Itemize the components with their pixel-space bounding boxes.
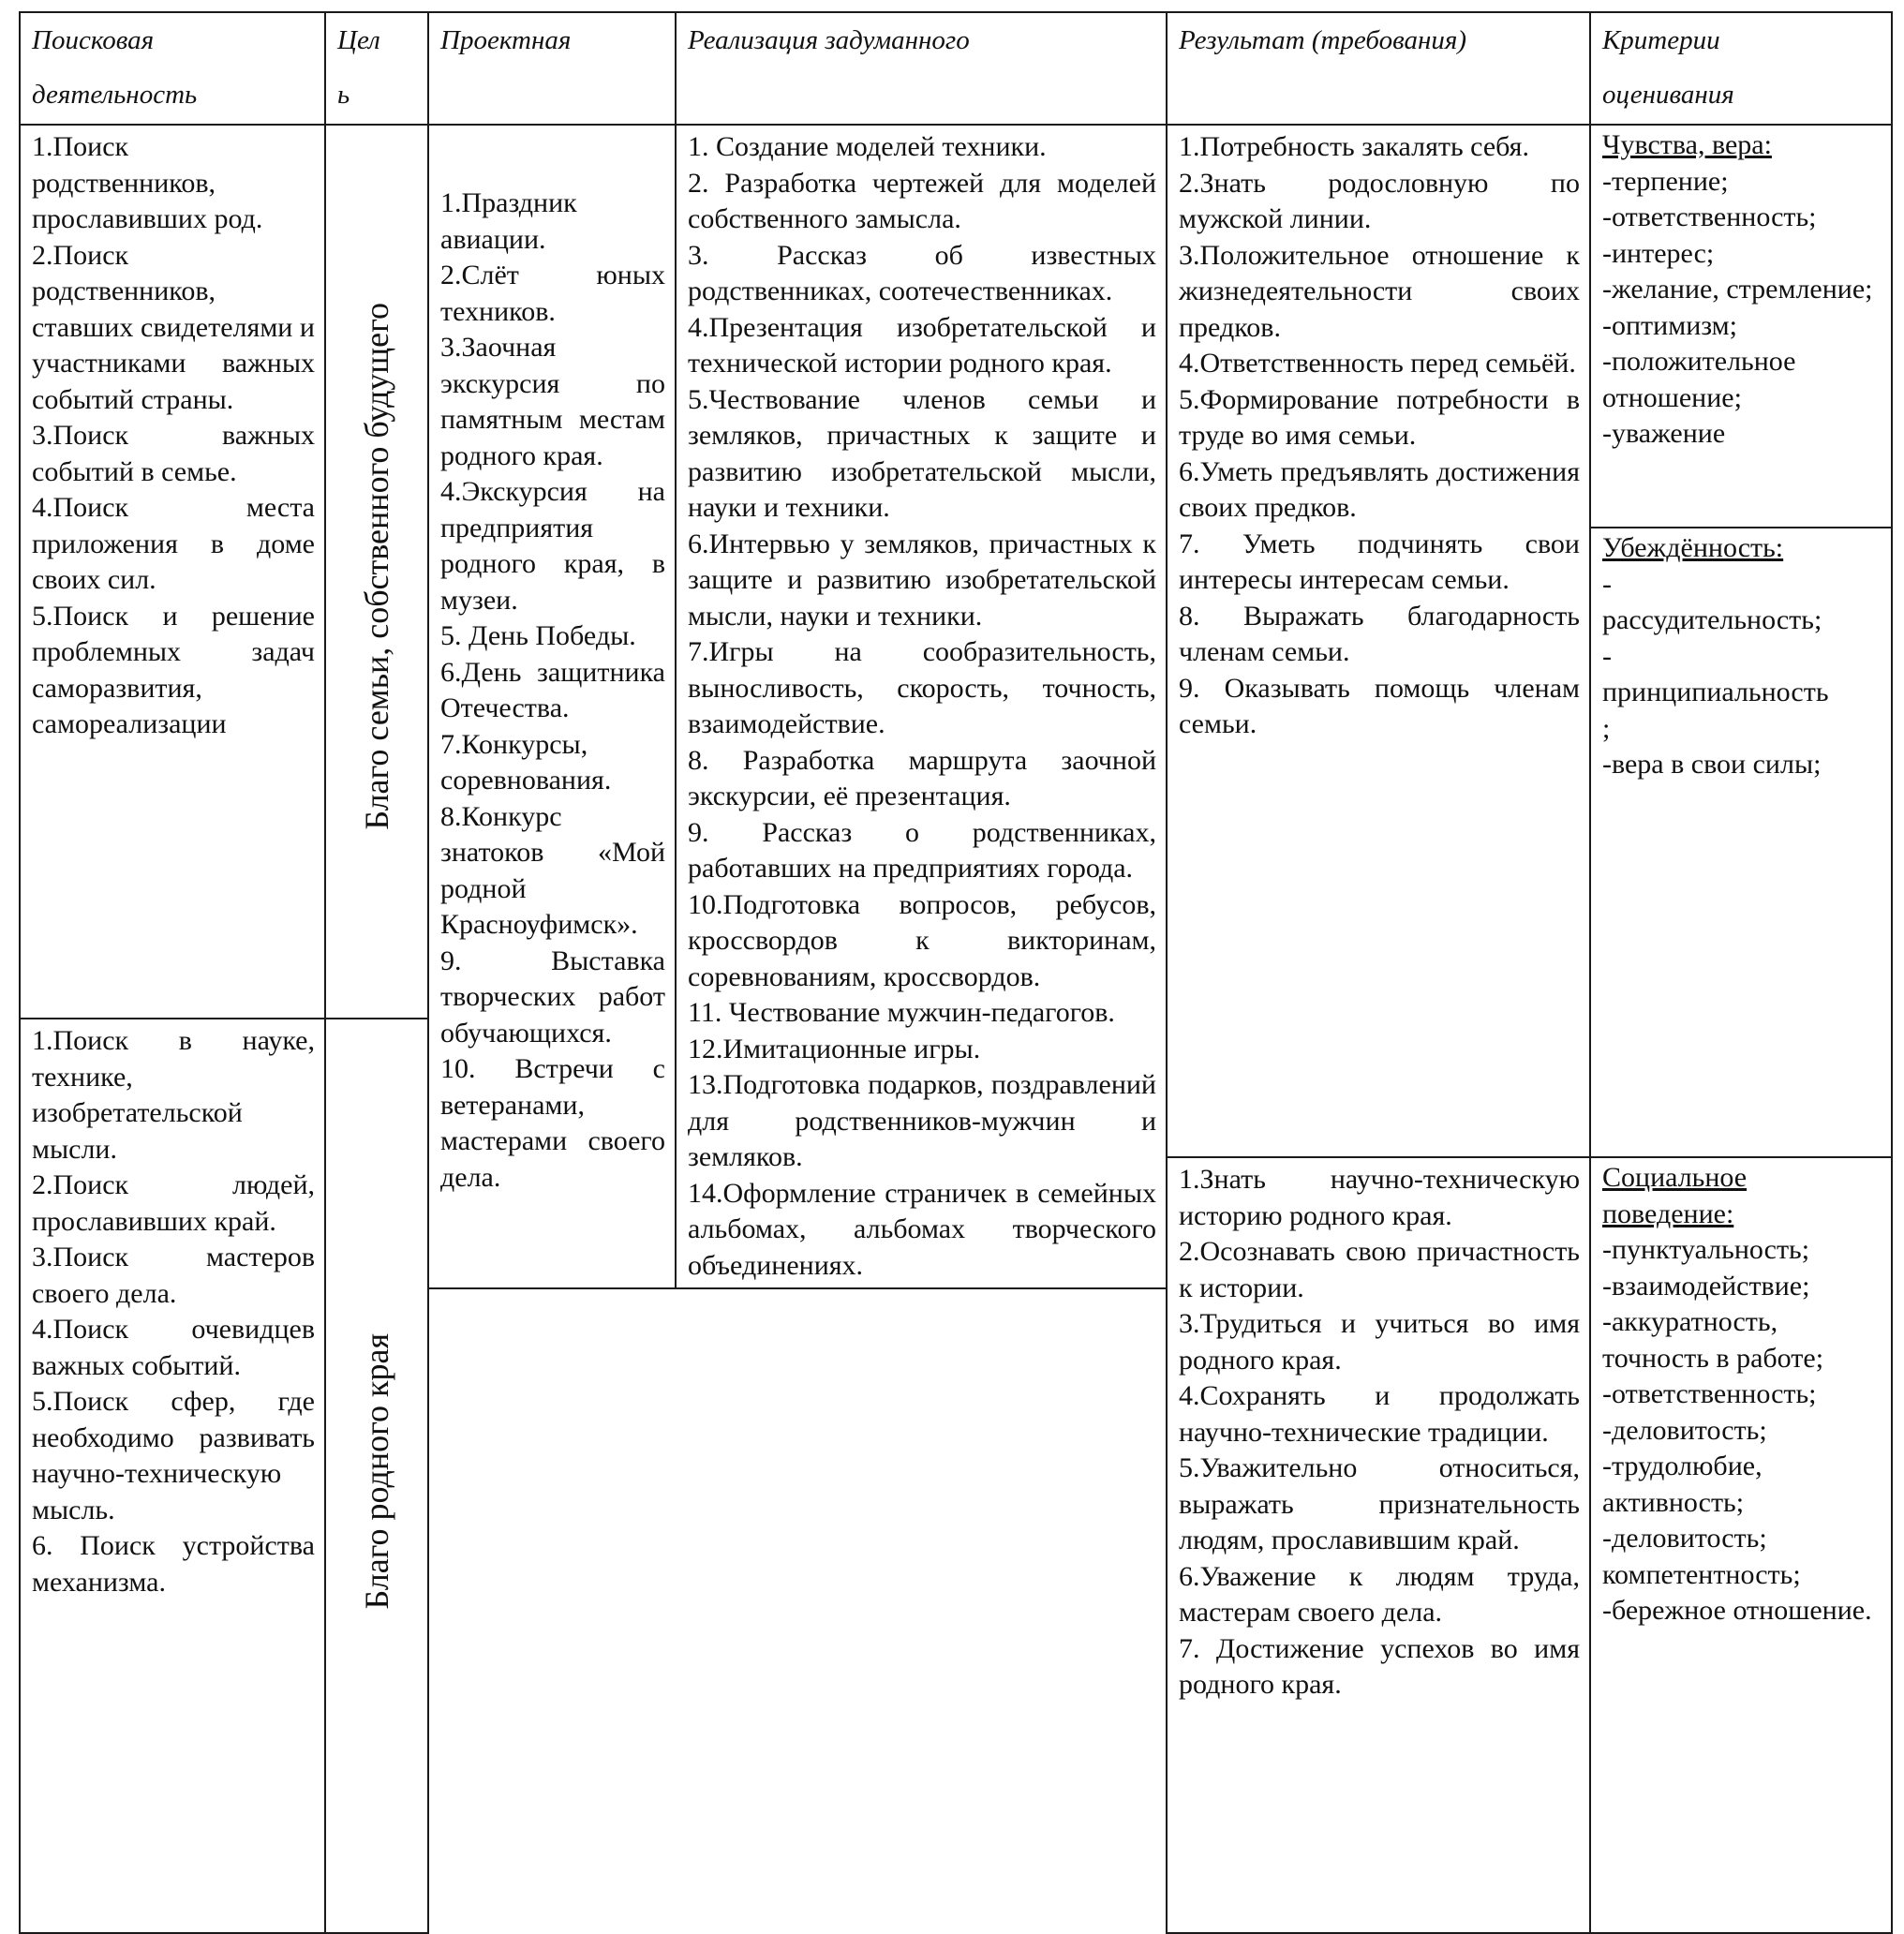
list-item: 4.Ответственность перед семьёй. xyxy=(1179,348,1576,379)
list-item: 2.Поиск родственников, ставших свидетелями и участниками важных событий страны. xyxy=(32,239,315,415)
criteria-conviction-cell xyxy=(1590,528,1892,1157)
list-item: 5.Поиск сфер, где необходимо развивать научно-техническую мысль. xyxy=(32,1386,315,1525)
list-item: 4.Экскурсия на предприятия родного края, в музеи. xyxy=(440,476,665,616)
search-family-cell xyxy=(20,125,325,1019)
list-item: 6.Уметь предъявлять достижения своих предков. xyxy=(1179,455,1580,523)
list-item: 6.Уважение к людям труда, мастерам своего дела. xyxy=(1179,1560,1580,1628)
list-item: -аккуратность, точность в работе; xyxy=(1602,1306,1824,1374)
header-criteria: Критерии оценивания xyxy=(1590,12,1892,125)
list-item: 2.Знать родословную по мужской линии. xyxy=(1179,167,1580,234)
list-item: 1.Поиск в науке, технике, изобретательской мысли. xyxy=(32,1025,315,1165)
programme-table xyxy=(19,11,1893,1934)
list-item: -вера в свои силы; xyxy=(1602,749,1822,780)
list-item: 3.Поиск мастеров своего дела. xyxy=(32,1242,315,1309)
header-realization: Реализация задуманного xyxy=(676,12,1167,125)
header-project: Проектная xyxy=(428,12,676,125)
list-item: -взаимодействие; xyxy=(1602,1270,1810,1302)
list-item: 8. Разработка маршрута заочной экскурсии, её презентация. xyxy=(688,744,1156,811)
list-item: 5.Поиск и решение проблемных задач саморазвития, самореализации xyxy=(32,600,315,739)
list-item: -ответственность; xyxy=(1602,201,1817,232)
list-item: 2.Осознавать свою причастность к истории. xyxy=(1179,1236,1580,1303)
list-item: 3.Поиск важных событий в семье. xyxy=(32,420,315,487)
list-item: 8. Выражать благодарность членам семьи. xyxy=(1179,600,1580,667)
header-result: Результат (требования) xyxy=(1167,12,1590,125)
list-item: 14.Оформление страничек в семейных альбомах, альбомах творческого объединениях. xyxy=(688,1177,1156,1281)
search-region-cell xyxy=(20,1019,325,1933)
list-item: 4.Поиск места приложения в доме своих сил. xyxy=(32,492,315,595)
row-family-top xyxy=(20,125,1892,528)
project-cell xyxy=(428,125,676,1288)
header-search: Поисковая деятельность xyxy=(20,12,325,125)
list-item: -оптимизм; xyxy=(1602,309,1737,341)
header-goal: Цел ь xyxy=(325,12,428,125)
list-item: -ответственность; xyxy=(1602,1378,1817,1409)
list-item: 3. Рассказ об известных родственниках, соотечественниках. xyxy=(688,239,1156,306)
list-item: -желание, стремление; xyxy=(1602,274,1873,305)
list-item: 9. Выставка творческих работ обучающихся. xyxy=(440,945,665,1049)
list-item: - xyxy=(1602,568,1612,600)
list-item: 13.Подготовка подарков, поздравлений для родственников-мужчин и земляков. xyxy=(688,1069,1156,1172)
list-item: -деловитость; xyxy=(1602,1414,1767,1446)
list-item: 2.Слёт юных техников. xyxy=(440,260,665,327)
goal-region-cell xyxy=(325,1019,428,1933)
list-item: 7. Уметь подчинять свои интересы интересам семьи. xyxy=(1179,528,1580,595)
result-family-cell xyxy=(1167,125,1590,1157)
list-item: 11. Чествование мужчин-педагогов. xyxy=(688,997,1115,1028)
list-item: -интерес; xyxy=(1602,237,1715,269)
list-item: 4.Поиск очевидцев важных событий. xyxy=(32,1314,315,1381)
list-item: 1.Поиск родственников, прославивших род. xyxy=(32,131,263,234)
header-row xyxy=(20,12,1892,125)
list-item: - xyxy=(1602,640,1612,672)
list-item: 10.Подготовка вопросов, ребусов, кроссвордов к викторинам, соревнованиям, кроссвордов. xyxy=(688,888,1156,992)
list-item: 6. Поиск устройства механизма. xyxy=(32,1530,315,1598)
list-item: 4.Презентация изобретательской и технической истории родного края. xyxy=(688,311,1156,379)
list-item: 2. Разработка чертежей для моделей собственного замысла. xyxy=(688,167,1156,234)
list-item: 1.Знать научно-техническую историю родного края. xyxy=(1179,1164,1580,1231)
list-item: 7. Достижение успехов во имя родного края. xyxy=(1179,1632,1580,1700)
list-item: 6.Интервью у земляков, причастных к защите и развитию изобретательской мысли, науки и техники. xyxy=(688,528,1156,632)
list-item: -трудолюбие, активность; xyxy=(1602,1450,1763,1518)
list-item: рассудительность; xyxy=(1602,604,1822,635)
criteria-heading: Убеждённость: xyxy=(1602,532,1784,563)
criteria-heading: Чувства, вера: xyxy=(1602,129,1772,160)
list-item: 6.День защитника Отечества. xyxy=(440,656,665,723)
goal-region: Благо родного края xyxy=(358,1332,395,1609)
list-item: принципиальность xyxy=(1602,677,1829,707)
list-item: 9. Оказывать помощь членам семьи. xyxy=(1179,672,1580,739)
criteria-heading: Социальное поведение: xyxy=(1602,1162,1748,1229)
goal-family: Благо семьи, собственного будущего xyxy=(358,303,395,831)
list-item: -терпение; xyxy=(1602,165,1729,197)
list-item: 3.Трудиться и учиться во имя родного края. xyxy=(1179,1308,1580,1376)
list-item: -деловитость; xyxy=(1602,1523,1767,1554)
list-item: 7.Конкурсы, соревнования. xyxy=(440,728,612,796)
list-item: 1.Потребность закалять себя. xyxy=(1179,131,1529,162)
criteria-feelings-cell xyxy=(1590,125,1892,528)
list-item: 5.Чествование членов семьи и земляков, причастных к защите и развитию изобретательской мысли, науки и техники. xyxy=(688,383,1156,523)
list-item: 10. Встречи с ветеранами, мастерами своего дела. xyxy=(440,1053,665,1193)
list-item: -положительное отношение; xyxy=(1602,346,1796,413)
list-item: -уважение xyxy=(1602,418,1726,449)
list-item: 12.Имитационные игры. xyxy=(688,1033,981,1064)
list-item: ; xyxy=(1602,712,1611,744)
list-item: 1. Создание моделей техники. xyxy=(688,131,1047,162)
list-item: -пунктуальность; xyxy=(1602,1234,1810,1265)
criteria-social-cell xyxy=(1590,1157,1892,1933)
list-item: 9. Рассказ о родственниках, работавших на предприятиях города. xyxy=(688,816,1156,884)
list-item: 1.Праздник авиации. xyxy=(440,187,577,255)
result-region-cell xyxy=(1167,1157,1590,1933)
list-item: 8.Конкурс знатоков «Мой родной Красноуфимск». xyxy=(440,800,665,940)
goal-family-cell xyxy=(325,125,428,1019)
list-item: 4.Сохранять и продолжать научно-технические традиции. xyxy=(1179,1380,1580,1448)
realization-cell xyxy=(676,125,1167,1288)
list-item: 3.Заочная экскурсия по памятным местам родного края. xyxy=(440,332,665,471)
list-item: 5. День Победы. xyxy=(440,620,636,651)
list-item: компетентность; xyxy=(1602,1558,1801,1590)
list-item: 5.Уважительно относиться, выражать признательность людям, прославившим край. xyxy=(1179,1452,1580,1555)
list-item: 3.Положительное отношение к жизнедеятельности своих предков. xyxy=(1179,239,1580,343)
list-item: -бережное отношение. xyxy=(1602,1595,1872,1626)
list-item: 2.Поиск людей, прославивших край. xyxy=(32,1169,315,1237)
list-item: 5.Формирование потребности в труде во имя семьи. xyxy=(1179,383,1580,451)
list-item: 7.Игры на сообразительность, выносливость, скорость, точность, взаимодействие. xyxy=(688,636,1156,739)
